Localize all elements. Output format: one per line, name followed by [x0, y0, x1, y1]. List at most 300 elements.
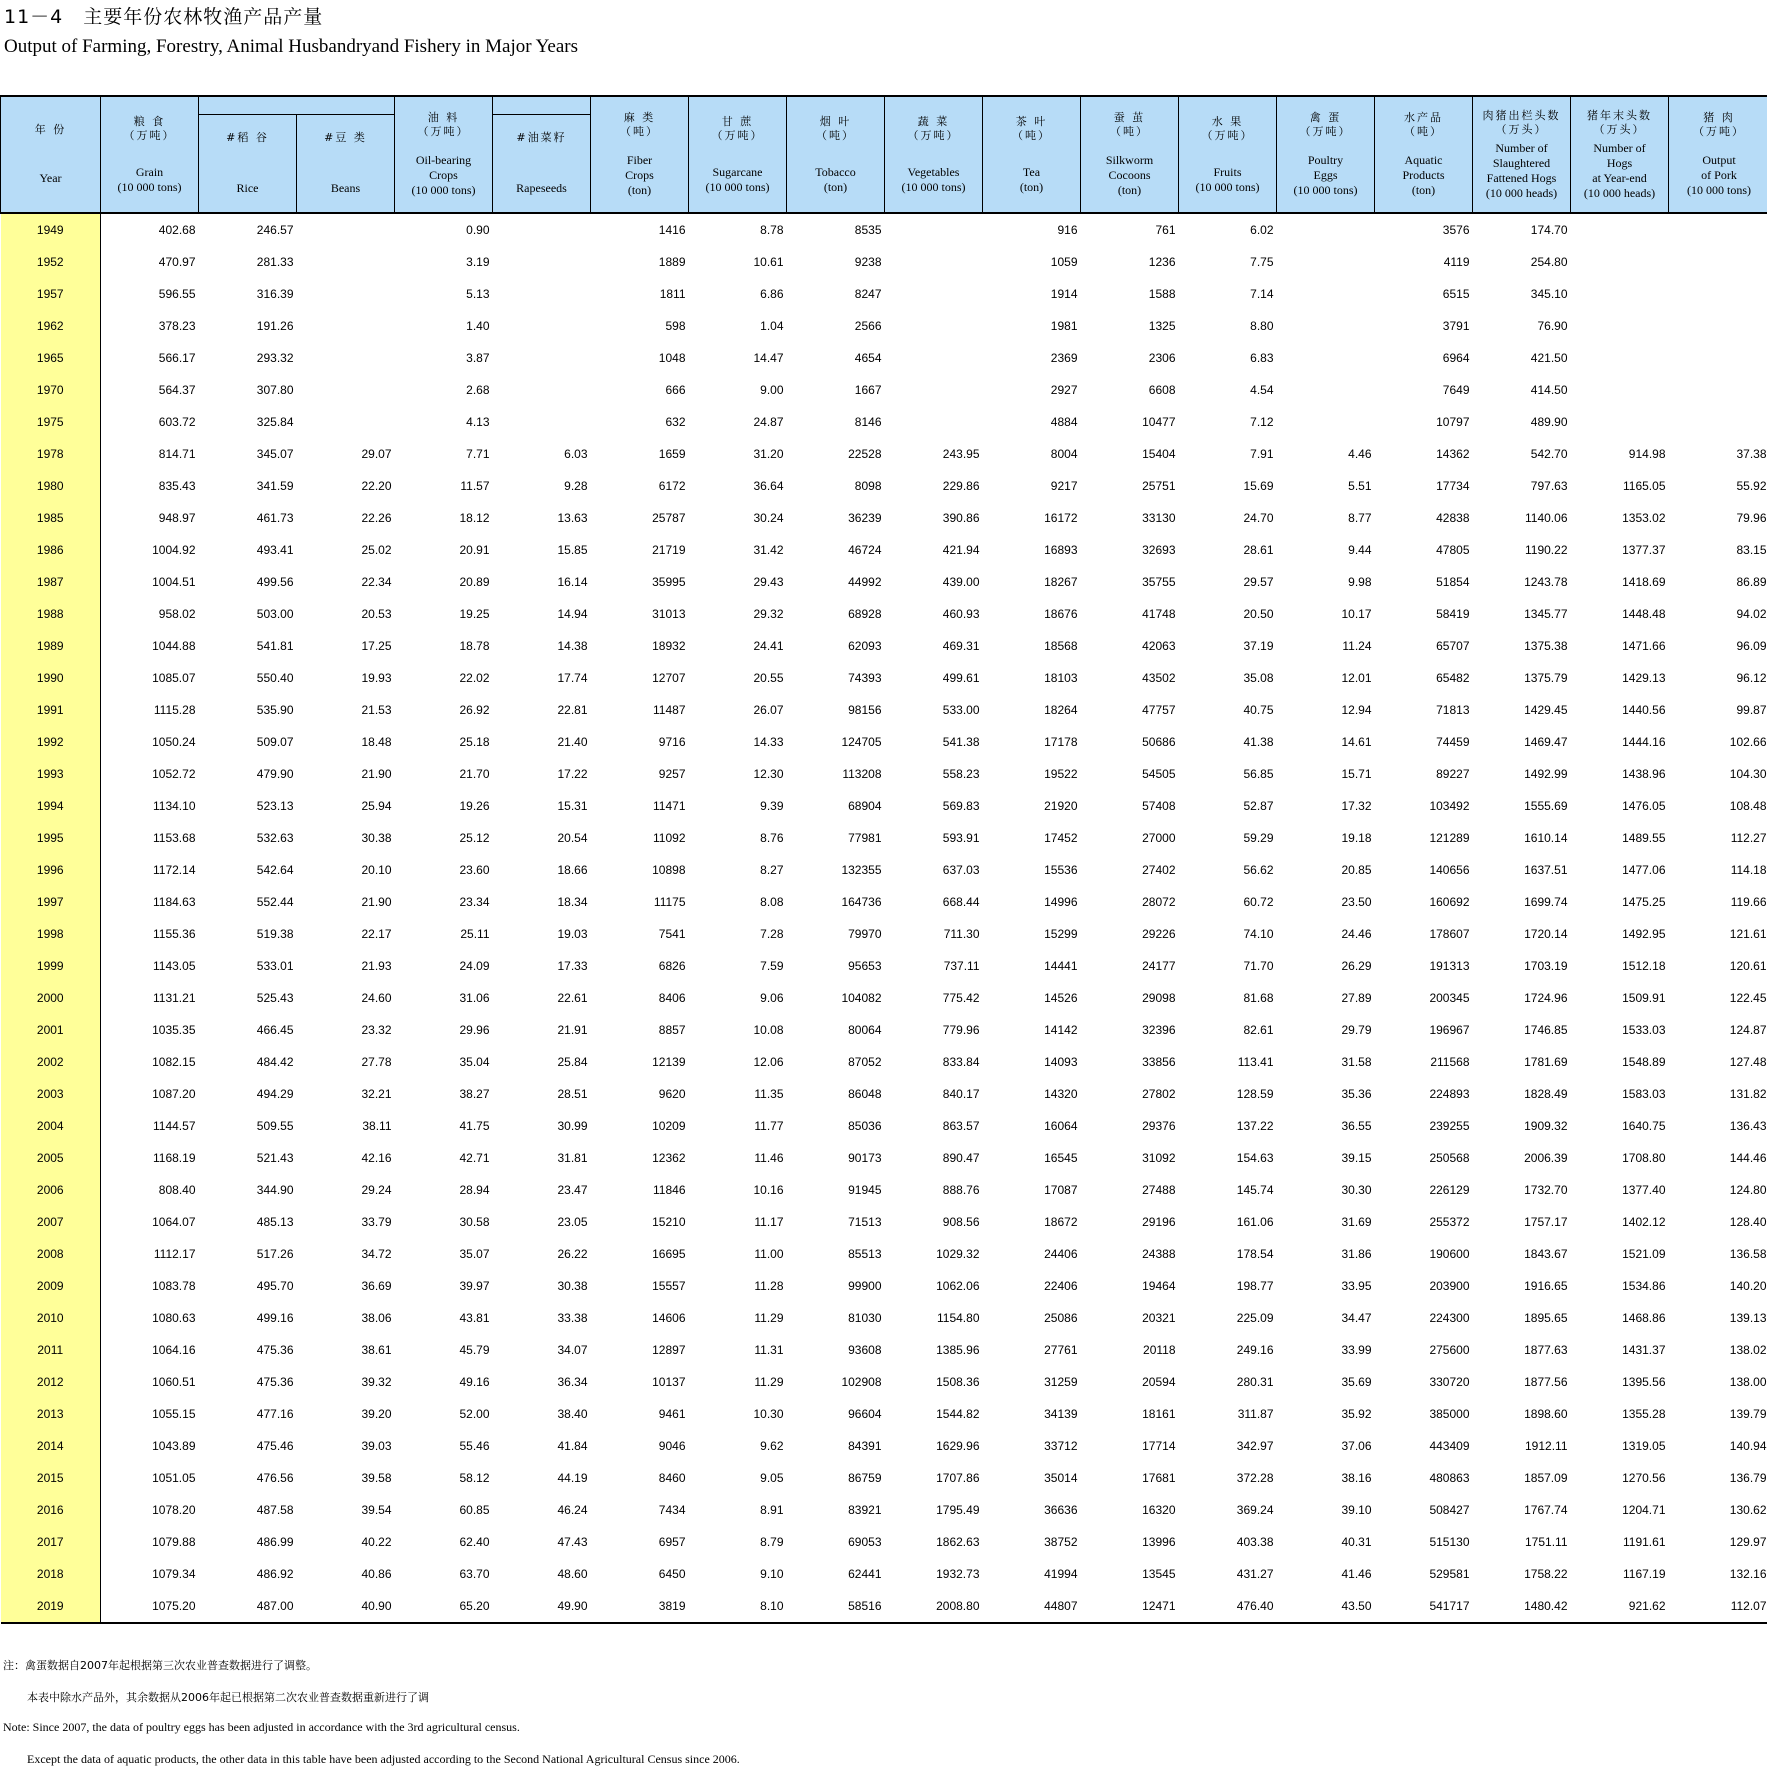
value-cell: 1555.69 — [1524, 799, 1568, 813]
value-cell: 30.38 — [361, 831, 392, 845]
header-grain-subgroup-spacer — [199, 96, 395, 114]
value-cell: 521.43 — [256, 1151, 294, 1165]
value-cell: 19.25 — [459, 607, 490, 621]
value-cell: 475.46 — [256, 1439, 294, 1453]
value-cell: 128.59 — [1236, 1087, 1274, 1101]
value-cell: 280.31 — [1236, 1375, 1274, 1389]
year-cell: 2008 — [1, 1238, 101, 1270]
value-cell: 558.23 — [942, 767, 980, 781]
value-cell: 54505 — [1142, 767, 1176, 781]
value-cell: 523.13 — [256, 799, 294, 813]
table-title-cn: 11－4 主要年份农林牧渔产品产量 — [4, 6, 324, 28]
year-cell: 2000 — [1, 982, 101, 1014]
value-cell: 1843.67 — [1524, 1247, 1568, 1261]
value-cell: 1758.22 — [1524, 1567, 1568, 1581]
value-cell: 11.77 — [754, 1119, 784, 1133]
value-cell: 29.24 — [361, 1183, 392, 1197]
value-cell: 1236 — [1148, 255, 1176, 269]
value-cell: 25751 — [1142, 479, 1176, 493]
value-cell: 96604 — [848, 1407, 882, 1421]
value-cell: 37.19 — [1243, 639, 1274, 653]
value-cell: 10.17 — [1341, 607, 1372, 621]
value-cell — [1669, 310, 1767, 342]
value-cell — [1669, 278, 1767, 310]
value-cell: 17.33 — [557, 959, 588, 973]
value-cell: 542.64 — [256, 863, 294, 877]
value-cell: 14996 — [1044, 895, 1078, 909]
value-cell: 9.10 — [760, 1567, 784, 1581]
value-cell: 17.32 — [1341, 799, 1372, 813]
note-cn-1: 注：禽蛋数据自2007年起根据第三次农业普查数据进行了调整。 — [3, 1659, 317, 1672]
value-cell: 93608 — [848, 1343, 882, 1357]
value-cell: 34.72 — [361, 1247, 392, 1261]
value-cell: 49.16 — [459, 1375, 490, 1389]
value-cell: 1168.19 — [153, 1151, 196, 1165]
value-cell: 11487 — [653, 703, 686, 717]
value-cell: 372.28 — [1236, 1471, 1274, 1485]
year-cell: 1992 — [1, 726, 101, 758]
value-cell: 1981 — [1050, 319, 1078, 333]
value-cell: 495.70 — [256, 1279, 294, 1293]
table-row — [1, 886, 1767, 918]
value-cell: 19464 — [1142, 1279, 1176, 1293]
table-row — [1, 502, 1767, 534]
value-cell: 122.45 — [1729, 991, 1767, 1005]
value-cell: 38.16 — [1341, 1471, 1372, 1485]
value-cell: 1898.60 — [1524, 1407, 1568, 1421]
value-cell: 1004.51 — [152, 575, 196, 589]
value-cell: 21.90 — [361, 895, 392, 909]
value-cell: 249.16 — [1236, 1343, 1274, 1357]
value-cell: 42838 — [1436, 511, 1470, 525]
value-cell: 178.54 — [1236, 1247, 1274, 1261]
value-cell: 1544.82 — [936, 1407, 980, 1421]
value-cell: 493.41 — [256, 543, 294, 557]
value-cell: 56.85 — [1243, 767, 1274, 781]
value-cell — [1277, 342, 1375, 374]
value-cell — [297, 374, 395, 406]
value-cell: 140.94 — [1729, 1439, 1767, 1453]
value-cell: 2927 — [1050, 383, 1078, 397]
value-cell: 71813 — [1436, 703, 1470, 717]
value-cell: 9.44 — [1348, 543, 1372, 557]
year-cell: 2004 — [1, 1110, 101, 1142]
value-cell: 1375.38 — [1524, 639, 1568, 653]
value-cell: 229.86 — [942, 479, 980, 493]
value-cell: 55.46 — [459, 1439, 490, 1453]
value-cell: 2369 — [1050, 351, 1078, 365]
value-cell: 37.38 — [1736, 447, 1767, 461]
table-row — [1, 406, 1767, 438]
value-cell: 1640.75 — [1622, 1119, 1666, 1133]
value-cell: 36636 — [1044, 1503, 1078, 1517]
year-cell: 2014 — [1, 1430, 101, 1462]
value-cell: 20118 — [1143, 1343, 1176, 1357]
value-cell: 113.41 — [1237, 1055, 1274, 1069]
value-cell: 525.43 — [256, 991, 294, 1005]
value-cell: 13.63 — [557, 511, 588, 525]
value-cell: 17.22 — [557, 767, 588, 781]
value-cell: 211568 — [1430, 1055, 1470, 1069]
table-row — [1, 374, 1767, 406]
value-cell: 431.27 — [1236, 1567, 1274, 1581]
table-row — [1, 1366, 1767, 1398]
value-cell: 24.60 — [361, 991, 392, 1005]
value-cell: 552.44 — [256, 895, 294, 909]
year-cell: 2017 — [1, 1526, 101, 1558]
value-cell: 1610.14 — [1524, 831, 1568, 845]
header-oil-crops: 油 料 （万吨） Oil-bearing Crops (10 000 tons) — [395, 96, 493, 213]
value-cell: 139.13 — [1729, 1311, 1767, 1325]
value-cell: 33.95 — [1341, 1279, 1372, 1293]
value-cell: 250568 — [1429, 1151, 1470, 1165]
value-cell: 1191.61 — [1623, 1535, 1666, 1549]
value-cell: 32396 — [1142, 1023, 1176, 1037]
value-cell: 1059 — [1050, 255, 1078, 269]
value-cell: 32693 — [1142, 543, 1176, 557]
value-cell: 480863 — [1429, 1471, 1470, 1485]
value-cell: 484.42 — [256, 1055, 294, 1069]
value-cell: 145.74 — [1236, 1183, 1274, 1197]
value-cell: 39.97 — [459, 1279, 490, 1293]
value-cell: 1703.19 — [1524, 959, 1568, 973]
table-row — [1, 342, 1767, 374]
value-cell: 7649 — [1442, 383, 1470, 397]
value-cell: 775.42 — [942, 991, 980, 1005]
table-row — [1, 1430, 1767, 1462]
value-cell: 10.61 — [753, 255, 784, 269]
value-cell — [885, 278, 983, 310]
value-cell: 1438.96 — [1622, 767, 1666, 781]
value-cell: 1862.63 — [936, 1535, 980, 1549]
value-cell: 31.69 — [1341, 1215, 1372, 1229]
value-cell: 10477 — [1142, 415, 1176, 429]
value-cell: 9.06 — [760, 991, 784, 1005]
value-cell: 60.72 — [1243, 895, 1274, 909]
table-row — [1, 1558, 1767, 1590]
value-cell: 19.18 — [1341, 831, 1372, 845]
value-cell: 378.23 — [158, 319, 196, 333]
value-cell: 840.17 — [942, 1087, 980, 1101]
value-cell: 22528 — [848, 447, 882, 461]
table-row — [1, 1046, 1767, 1078]
value-cell: 16172 — [1044, 511, 1078, 525]
value-cell: 737.11 — [943, 959, 980, 973]
value-cell: 79970 — [848, 927, 882, 941]
value-cell: 499.56 — [256, 575, 294, 589]
value-cell: 65.20 — [395, 1590, 493, 1623]
value-cell: 38752 — [1044, 1535, 1078, 1549]
value-cell: 14142 — [1044, 1023, 1078, 1037]
value-cell: 6964 — [1442, 351, 1470, 365]
value-cell: 443409 — [1429, 1439, 1470, 1453]
value-cell: 33.99 — [1341, 1343, 1372, 1357]
value-cell: 6957 — [658, 1535, 686, 1549]
table-row — [1, 630, 1767, 662]
value-cell: 9.62 — [760, 1439, 784, 1453]
value-cell — [493, 342, 591, 374]
value-cell: 1048 — [658, 351, 686, 365]
value-cell: 23.50 — [1341, 895, 1372, 909]
value-cell: 2.68 — [466, 383, 490, 397]
value-cell: 22.20 — [361, 479, 392, 493]
value-cell: 9.98 — [1348, 575, 1372, 589]
value-cell: 36239 — [848, 511, 882, 525]
value-cell: 8857 — [658, 1023, 686, 1037]
value-cell: 1828.49 — [1524, 1087, 1568, 1101]
value-cell: 1471.66 — [1622, 639, 1666, 653]
value-cell: 43502 — [1142, 671, 1176, 685]
value-cell: 11.00 — [754, 1247, 784, 1261]
value-cell: 325.84 — [256, 415, 294, 429]
value-cell: 38.61 — [361, 1343, 392, 1357]
value-cell: 835.43 — [158, 479, 196, 493]
value-cell: 48.60 — [557, 1567, 588, 1581]
value-cell: 916 — [1057, 223, 1078, 237]
value-cell: 1243.78 — [1524, 575, 1568, 589]
value-cell: 18568 — [1044, 639, 1078, 653]
header-sugarcane: 甘 蔗 （万吨） Sugarcane (10 000 tons) — [689, 96, 787, 213]
value-cell: 1440.56 — [1622, 703, 1666, 717]
value-cell: 8460 — [658, 1471, 686, 1485]
value-cell: 12362 — [652, 1151, 686, 1165]
value-cell: 1416 — [658, 223, 686, 237]
value-cell: 113208 — [842, 767, 882, 781]
value-cell: 31.06 — [459, 991, 490, 1005]
value-cell: 39.54 — [361, 1503, 392, 1517]
value-cell: 68904 — [848, 799, 882, 813]
value-cell: 16320 — [1142, 1503, 1176, 1517]
value-cell: 8.76 — [760, 831, 784, 845]
value-cell — [885, 342, 983, 374]
value-cell: 10.08 — [753, 1023, 784, 1037]
value-cell: 31.20 — [753, 447, 784, 461]
year-cell: 1962 — [1, 310, 101, 342]
value-cell — [1669, 213, 1767, 246]
value-cell: 20.54 — [557, 831, 588, 845]
value-cell: 814.71 — [158, 447, 196, 461]
value-cell: 711.30 — [943, 927, 980, 941]
year-cell: 2001 — [1, 1014, 101, 1046]
value-cell: 255372 — [1429, 1215, 1470, 1229]
value-cell: 82.61 — [1243, 1023, 1274, 1037]
value-cell: 226129 — [1429, 1183, 1470, 1197]
value-cell: 174.70 — [1530, 223, 1568, 237]
value-cell: 138.02 — [1729, 1343, 1767, 1357]
value-cell: 47805 — [1436, 543, 1470, 557]
value-cell: 2008.80 — [885, 1590, 983, 1623]
value-cell: 121289 — [1429, 831, 1470, 845]
value-cell: 63.70 — [459, 1567, 490, 1581]
value-cell: 1475.25 — [1622, 895, 1666, 909]
value-cell: 403.38 — [1236, 1535, 1274, 1549]
table-row — [1, 310, 1767, 342]
value-cell: 33.38 — [557, 1311, 588, 1325]
year-cell: 1970 — [1, 374, 101, 406]
value-cell: 190600 — [1429, 1247, 1470, 1261]
value-cell: 128.40 — [1729, 1215, 1767, 1229]
value-cell: 17.74 — [557, 671, 588, 685]
value-cell: 16695 — [652, 1247, 686, 1261]
value-cell: 29.32 — [753, 607, 784, 621]
value-cell: 24.09 — [459, 959, 490, 973]
value-cell: 15210 — [652, 1215, 686, 1229]
table-row — [1, 1590, 1767, 1623]
value-cell: 20594 — [1142, 1375, 1176, 1389]
value-cell: 9257 — [658, 767, 686, 781]
value-cell: 19.93 — [361, 671, 392, 685]
value-cell: 13996 — [1142, 1535, 1176, 1549]
value-cell: 71513 — [848, 1215, 882, 1229]
value-cell: 38.11 — [362, 1119, 392, 1133]
value-cell: 31.86 — [1341, 1247, 1372, 1261]
value-cell: 1375.79 — [1524, 671, 1568, 685]
year-cell: 1990 — [1, 662, 101, 694]
value-cell: 461.73 — [256, 511, 294, 525]
value-cell: 1043.89 — [152, 1439, 196, 1453]
value-cell: 198.77 — [1236, 1279, 1274, 1293]
value-cell — [1277, 246, 1375, 278]
value-cell: 11.57 — [460, 479, 490, 493]
value-cell: 14093 — [1044, 1055, 1078, 1069]
value-cell — [1571, 342, 1669, 374]
value-cell: 246.57 — [256, 223, 294, 237]
note-cn-2: 本表中除水产品外，其余数据从2006年起已根据第二次农业普查数据重新进行了调 — [27, 1691, 429, 1704]
value-cell: 1345.77 — [1524, 607, 1568, 621]
value-cell: 10797 — [1436, 415, 1470, 429]
value-cell: 421.94 — [942, 543, 980, 557]
value-cell — [493, 406, 591, 438]
header-grain: 粮 食 （万吨） Grain (10 000 tons) — [101, 96, 199, 213]
value-cell: 1115.28 — [153, 703, 196, 717]
value-cell: 18.48 — [361, 735, 392, 749]
year-cell: 2013 — [1, 1398, 101, 1430]
value-cell: 9461 — [658, 1407, 686, 1421]
value-cell: 58516 — [787, 1590, 885, 1623]
header-pork: 猪 肉 （万吨） Output of Pork (10 000 tons) — [1669, 96, 1767, 213]
value-cell: 11.35 — [754, 1087, 784, 1101]
value-cell: 164736 — [841, 895, 882, 909]
table-row — [1, 1014, 1767, 1046]
value-cell: 6450 — [658, 1567, 686, 1581]
value-cell: 7.75 — [1250, 255, 1274, 269]
value-cell: 8.78 — [760, 223, 784, 237]
value-cell: 11.28 — [754, 1279, 784, 1293]
value-cell: 18672 — [1044, 1215, 1078, 1229]
value-cell: 35.92 — [1341, 1407, 1372, 1421]
value-cell: 7.71 — [466, 447, 490, 461]
value-cell: 39.15 — [1341, 1151, 1372, 1165]
value-cell: 35.04 — [459, 1055, 490, 1069]
value-cell: 18267 — [1044, 575, 1078, 589]
value-cell: 402.68 — [158, 223, 196, 237]
value-cell: 11.17 — [754, 1215, 784, 1229]
value-cell: 41.75 — [459, 1119, 490, 1133]
value-cell: 34139 — [1044, 1407, 1078, 1421]
value-cell: 8.79 — [760, 1535, 784, 1549]
value-cell: 87052 — [848, 1055, 882, 1069]
value-cell: 532.63 — [256, 831, 294, 845]
value-cell: 31.42 — [753, 543, 784, 557]
value-cell: 41.46 — [1341, 1567, 1372, 1581]
value-cell: 8535 — [854, 223, 882, 237]
value-cell: 27761 — [1044, 1343, 1078, 1357]
value-cell: 42.71 — [459, 1151, 490, 1165]
year-cell: 1993 — [1, 758, 101, 790]
value-cell: 74459 — [1436, 735, 1470, 749]
value-cell — [1571, 278, 1669, 310]
value-cell: 1877.63 — [1524, 1343, 1568, 1357]
value-cell: 10209 — [652, 1119, 686, 1133]
value-cell: 477.16 — [256, 1407, 294, 1421]
value-cell: 95653 — [848, 959, 882, 973]
value-cell: 19.03 — [557, 927, 588, 941]
value-cell: 1079.34 — [152, 1567, 196, 1581]
value-cell: 4884 — [1050, 415, 1078, 429]
value-cell: 24.46 — [1341, 927, 1372, 941]
value-cell: 3791 — [1442, 319, 1470, 333]
value-cell: 14.38 — [557, 639, 588, 653]
value-cell: 1064.16 — [152, 1343, 196, 1357]
value-cell: 19522 — [1044, 767, 1078, 781]
value-cell: 43.81 — [459, 1311, 490, 1325]
value-cell: 22.17 — [361, 927, 392, 941]
value-cell: 45.79 — [459, 1343, 490, 1357]
value-cell: 3576 — [1442, 223, 1470, 237]
value-cell: 29.43 — [753, 575, 784, 589]
value-cell: 15.69 — [1243, 479, 1274, 493]
year-cell: 2003 — [1, 1078, 101, 1110]
value-cell: 1912.11 — [1525, 1439, 1568, 1453]
value-cell: 21.91 — [557, 1023, 588, 1037]
value-cell — [1571, 246, 1669, 278]
value-cell: 1085.07 — [152, 671, 196, 685]
header-tobacco: 烟 叶 （吨） Tobacco (ton) — [787, 96, 885, 213]
year-cell: 2011 — [1, 1334, 101, 1366]
value-cell: 1087.20 — [152, 1087, 196, 1101]
value-cell: 90173 — [848, 1151, 882, 1165]
table-row — [1, 598, 1767, 630]
value-cell: 50686 — [1142, 735, 1176, 749]
value-cell: 85513 — [848, 1247, 882, 1261]
value-cell: 19.26 — [459, 799, 490, 813]
value-cell: 191313 — [1429, 959, 1470, 973]
value-cell: 16064 — [1044, 1119, 1078, 1133]
value-cell: 69053 — [848, 1535, 882, 1549]
value-cell: 59.29 — [1243, 831, 1274, 845]
value-cell: 1534.86 — [1622, 1279, 1666, 1293]
value-cell: 1270.56 — [1622, 1471, 1666, 1485]
value-cell: 8.91 — [760, 1503, 784, 1517]
value-cell: 35755 — [1142, 575, 1176, 589]
value-cell: 35995 — [652, 575, 686, 589]
value-cell: 124.87 — [1729, 1023, 1767, 1037]
value-cell: 421.50 — [1530, 351, 1568, 365]
value-cell — [493, 310, 591, 342]
value-cell: 1857.09 — [1524, 1471, 1568, 1485]
value-cell: 32.21 — [361, 1087, 392, 1101]
value-cell: 24.41 — [753, 639, 784, 653]
value-cell: 44992 — [848, 575, 882, 589]
year-cell: 1995 — [1, 822, 101, 854]
table-row — [1, 1398, 1767, 1430]
value-cell: 281.33 — [256, 255, 294, 269]
value-cell: 76.90 — [1537, 319, 1568, 333]
year-cell: 1998 — [1, 918, 101, 950]
value-cell — [297, 246, 395, 278]
value-cell: 29.96 — [459, 1023, 490, 1037]
table-row — [1, 662, 1767, 694]
